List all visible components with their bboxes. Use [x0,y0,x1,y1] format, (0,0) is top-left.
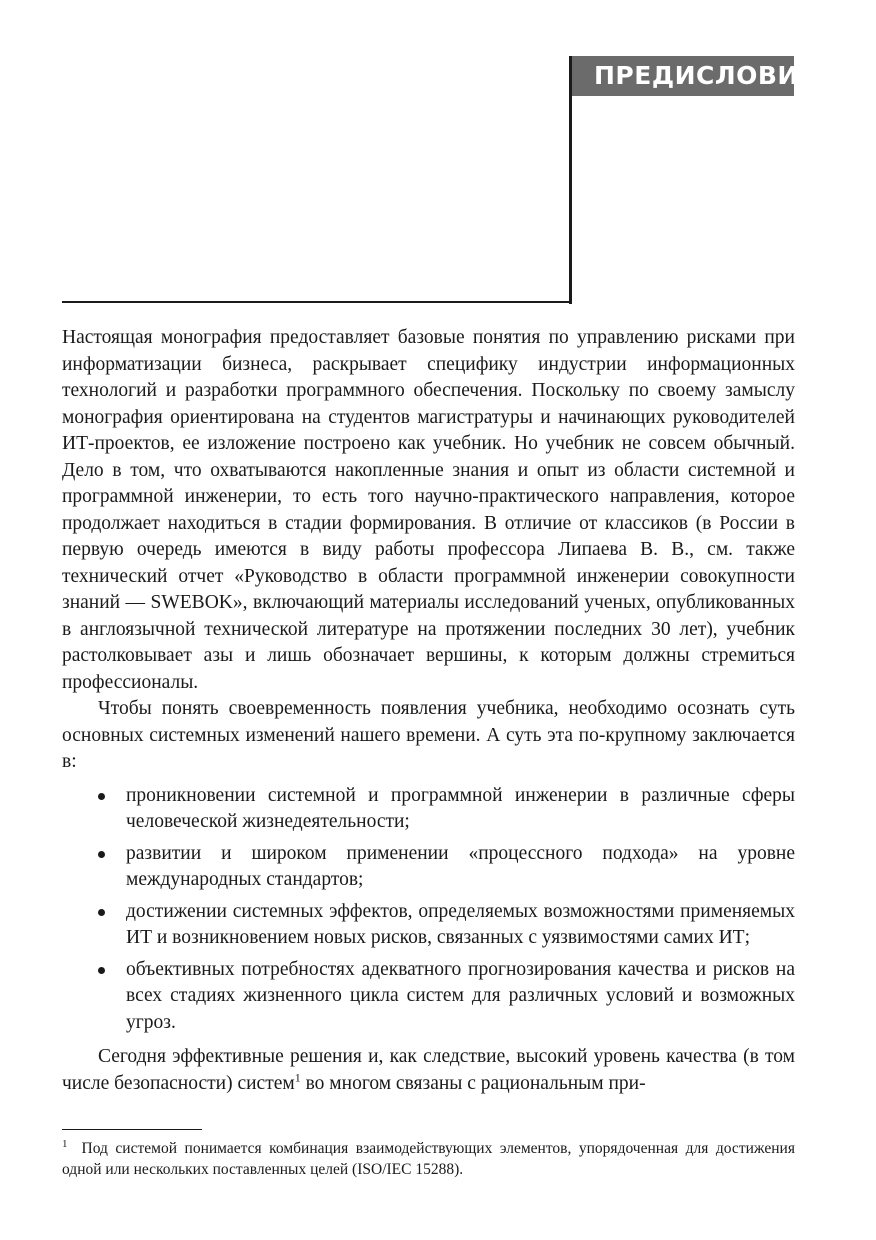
list-item: объективных потребностях адекватного прогнозирования качества и рисков на всех стадиях жизненного цикла систем для различных условий и возможных угроз. [62,957,795,1037]
frame-vertical-rule [569,56,572,304]
bullet-icon [98,851,105,858]
footnote-ref: 1 [294,1070,301,1084]
bullet-icon [98,967,105,974]
main-text [62,325,795,1097]
paragraph-closing: Сегодня эффективные решения и, как следствие, высокий уровень качества (в том числе безопасности) систем$^1$ во многом связаны с рациональным при- [62,1046,795,1094]
paragraph-intro: Настоящая монография предоставляет базовые понятия по управлению рисками при информатизации бизнеса, раскрывает специфику индустрии информационных технологий и разработки программного обеспечения. Поскольку по своему замыслу монография ориентирована на студентов магистратуры и начинающих руководителей ИТ-проектов, ее изложение построено как учебник. Но учебник не совсем обычный. Дело в том, что охватываются накопленные знания и опыт из области системной и программной инженерии, то есть того научно-практического направления, которое продолжает находиться в стадии формирования. В отличие от классиков (в России в первую очередь имеются в виду работы профессора Липаева В. В., см. также технический отчет «Руководство в области программной инженерии совокупности знаний — SWEBOK», включающий материалы исследований ученых, опубликованных в англоязычной технической литературе на протяжении последних 30 лет), учебник растолковывает азы и лишь обозначает вершины, к которым должны стремиться профессионалы. [62,327,795,693]
footnote-number: 1 [62,1137,68,1150]
footnote [62,1138,795,1180]
footnote-text: Под системой понимается комбинация взаимодействующих элементов, упорядоченная для достижения одной или нескольких поставленных целей (ISO/IEC 15288). [62,1140,795,1178]
paragraph-lead-in: Чтобы понять своевременность появления учебника, необходимо осознать суть основных системных изменений нашего времени. А суть эта по-крупному заключается в: [62,698,795,772]
bullet-icon [98,793,105,800]
list-item: проникновении системной и программной инженерии в различные сферы человеческой жизнедеятельности; [62,783,795,836]
bullet-icon [98,909,105,916]
frame-horizontal-rule [62,301,572,303]
list-item: достижении системных эффектов, определяемых возможностями применяемых ИТ и возникновением новых рисков, связанных с уязвимостями самих ИТ; [62,899,795,952]
chapter-title: ПРЕДИСЛОВИЕ [572,56,794,96]
footnote-rule [62,1129,202,1130]
bullet-list [62,783,795,1037]
list-item: развитии и широком применении «процессного подхода» на уровне международных стандартов; [62,841,795,894]
